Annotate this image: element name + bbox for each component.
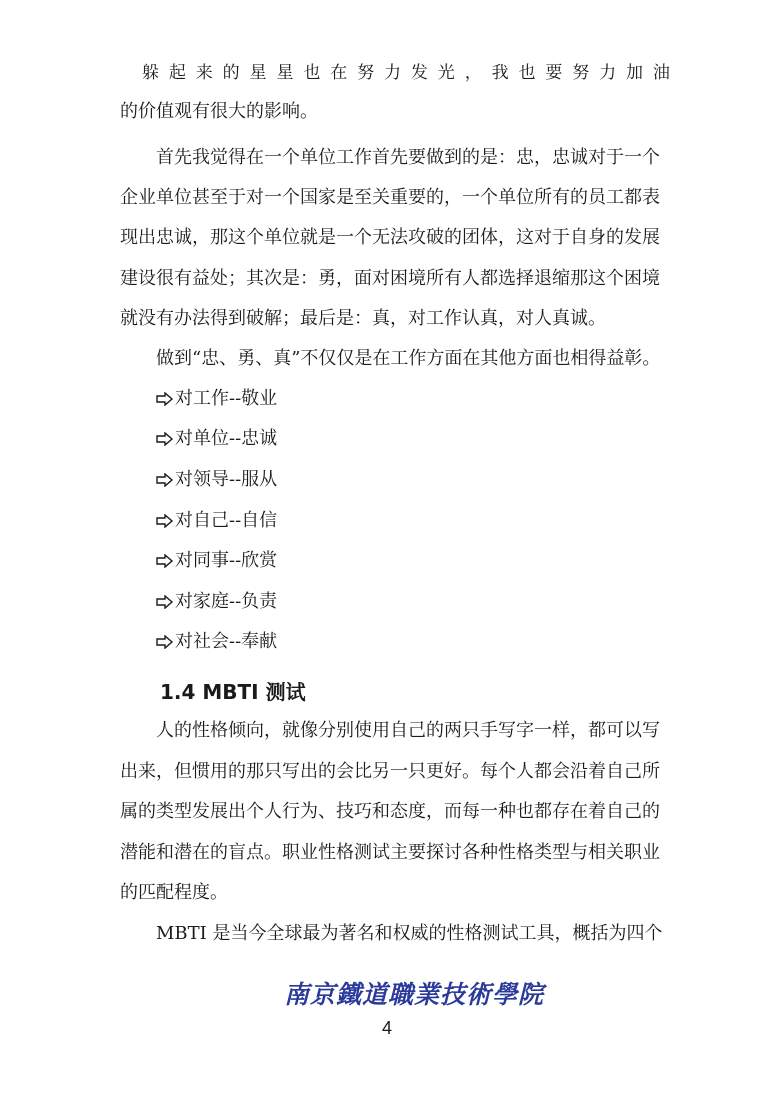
right-arrow-outline-icon	[156, 392, 174, 406]
list-item-text: 对工作--敬业	[175, 388, 278, 409]
header-char: 的	[222, 63, 240, 83]
paragraph-line: 建设很有益处；其次是：勇，面对困境所有人都选择退缩那这个困境	[120, 268, 660, 289]
right-arrow-outline-icon	[156, 554, 174, 568]
list-item	[156, 630, 277, 654]
list-item	[156, 509, 277, 533]
paragraph-line: MBTI 是当今全球最为著名和权威的性格测试工具，概括为四个	[156, 923, 663, 944]
list-item-text: 对社会--奉献	[175, 631, 278, 652]
header-char: 油	[652, 63, 670, 83]
paragraph-line: 潜能和潜在的盲点。职业性格测试主要探讨各种性格类型与相关职业	[120, 842, 660, 863]
right-arrow-outline-icon	[156, 595, 174, 609]
paragraph-line: 属的类型发展出个人行为、技巧和态度，而每一种也都存在着自己的	[120, 801, 660, 822]
right-arrow-outline-icon	[156, 473, 174, 487]
header-char: ，	[464, 63, 482, 83]
header-char: 起	[168, 63, 186, 83]
header-char: 也	[518, 63, 536, 83]
list-item-text: 对自己--自信	[175, 510, 278, 531]
header-char: 光	[437, 63, 455, 83]
header-char: 星	[249, 63, 267, 83]
list-item-text: 对同事--欣赏	[175, 550, 278, 571]
header-char: 要	[545, 63, 563, 83]
header-char: 力	[599, 63, 617, 83]
paragraph-line: 企业单位甚至于对一个国家是至关重要的，一个单位所有的员工都表	[120, 187, 660, 208]
right-arrow-outline-icon	[156, 432, 174, 446]
header-char: 在	[330, 63, 348, 83]
paragraph-line: 人的性格倾向，就像分别使用自己的两只手写字一样，都可以写	[156, 720, 660, 741]
list-item	[156, 549, 277, 573]
header-char: 躲	[142, 63, 159, 83]
college-logo: 南京鐵道職業技術學院	[284, 980, 545, 1009]
paragraph-line: 做到“忠、勇、真”不仅仅是在工作方面在其他方面也相得益彰。	[156, 348, 661, 369]
paragraph-line: 出来，但惯用的那只写出的会比另一只更好。每个人都会沿着自己所	[120, 761, 660, 782]
header-char: 我	[491, 63, 509, 83]
list-item-text: 对单位--忠诚	[175, 428, 278, 449]
right-arrow-outline-icon	[156, 635, 174, 649]
header-char: 星	[276, 63, 294, 83]
list-item	[156, 590, 277, 614]
header-char: 努	[357, 63, 375, 83]
list-item	[156, 427, 277, 451]
page-number: 4	[381, 1018, 392, 1038]
list-item	[156, 387, 277, 411]
paragraph-line: 首先我觉得在一个单位工作首先要做到的是：忠，忠诚对于一个	[156, 147, 660, 168]
header-char: 也	[303, 63, 321, 83]
header-char: 来	[195, 63, 213, 83]
header-text	[142, 58, 670, 83]
paragraph-line: 的价值观有很大的影响。	[120, 101, 318, 122]
header-char: 加	[626, 63, 644, 83]
list-item-text: 对领导--服从	[175, 469, 278, 490]
paragraph-line: 现出忠诚，那这个单位就是一个无法攻破的团体，这对于自身的发展	[120, 227, 660, 248]
section-heading: 1.4 MBTI 测试	[160, 680, 306, 704]
header-char: 发	[410, 63, 428, 83]
header-char: 努	[572, 63, 590, 83]
paragraph-line: 就没有办法得到破解；最后是：真，对工作认真，对人真诚。	[120, 308, 606, 329]
right-arrow-outline-icon	[156, 514, 174, 528]
paragraph-line: 的匹配程度。	[120, 882, 228, 903]
list-item	[156, 468, 277, 492]
list-item-text: 对家庭--负责	[175, 591, 278, 612]
header-char: 力	[384, 63, 402, 83]
